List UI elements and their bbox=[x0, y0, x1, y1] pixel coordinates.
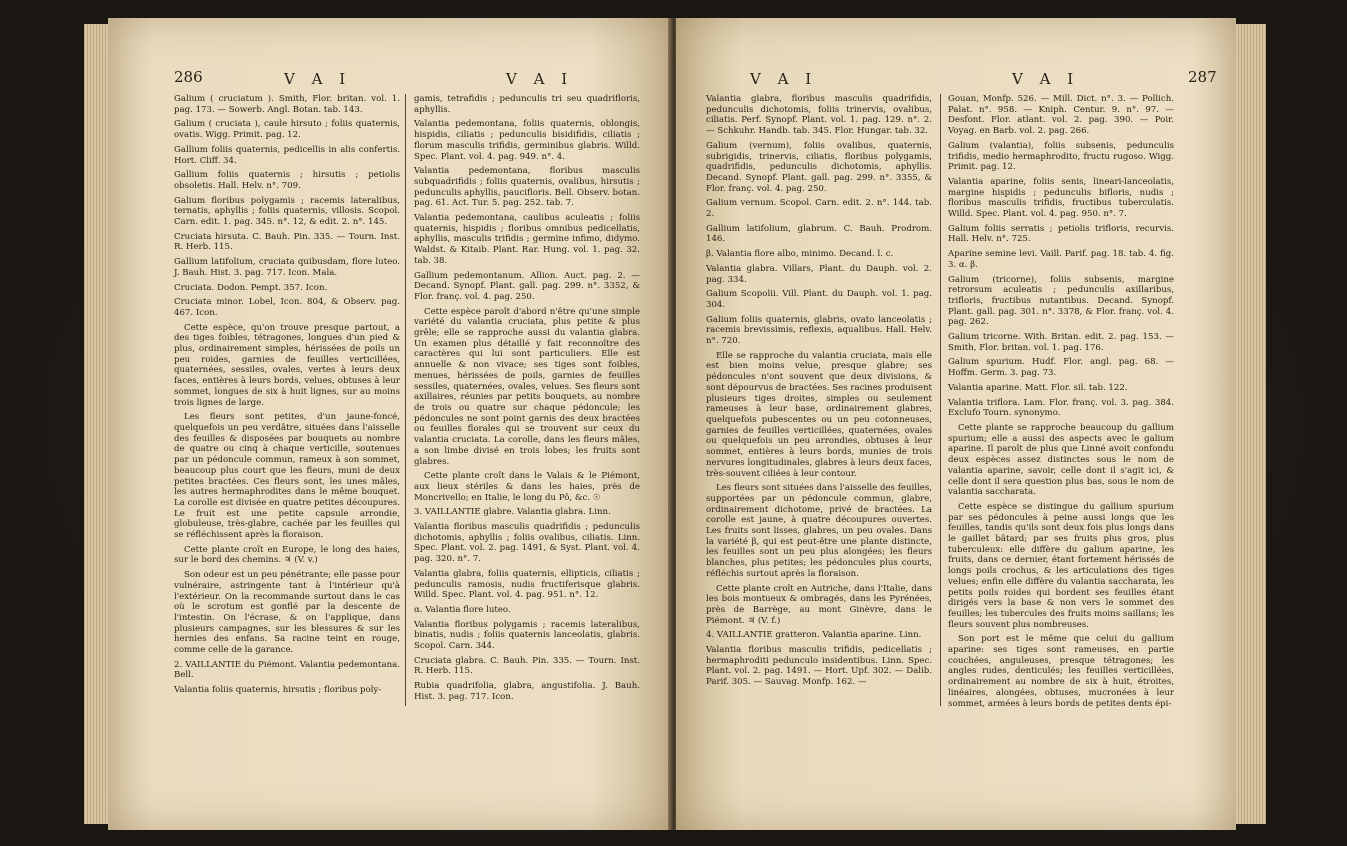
paragraph: Cette plante croît en Autriche, dans l'Italie, dans les bois montueux & ombragés, dans les Pyrénées, près de Barrège, au mont Ginèvre, dans le Piémont. ♃ (V. f.) bbox=[706, 583, 932, 626]
text-column-2 bbox=[414, 94, 640, 707]
paragraph: Aparine semine levi. Vaill. Parif. pag. 18. tab. 4. fig. 3. α. β. bbox=[948, 249, 1174, 270]
paragraph: Cette espèce, qu'on trouve presque partout, a des tiges foibles, tétragones, longues d'un pied & plus, ordinairement simples, hérissées de poils un peu roides, garnies de feuilles verticillées, quaternées, sessiles, ovales, vertes à leurs deux faces, entières à leurs bords, velues, obtuses à leur sommet, longues de six à huit lignes, sur au moins trois lignes de large. bbox=[174, 322, 400, 408]
paragraph: Valantia foliis quaternis, hirsutis ; floribus poly- bbox=[174, 685, 382, 696]
page-number: 286 bbox=[174, 68, 203, 86]
paragraph: Galium spurium. Hudf. Flor. angl. pag. 68. — Hoffm. Germ. 3. pag. 73. bbox=[948, 357, 1174, 379]
species-heading: 4. VAILLANTIE gratteron. Valantia aparine. Linn. bbox=[706, 630, 922, 641]
paragraph: Son odeur est un peu pénétrante; elle passe pour vulnéraire, astringente tant à l'intérieur qu'à l'extérieur. On la recommande surtout dans le cas où le scrotum est gonflé par la descente de l'intestin. On l'écrase, & on l'applique, dans plusieurs campagnes, sur les blessures & sur les hernies des enfans. Sa racine teint en rouge, comme celle de la garance. bbox=[174, 570, 400, 656]
paragraph: Valantia pedemontana, foliis quaternis, oblongis, hispidis, ciliatis ; pedunculis bisidifidis, ciliatis ; florum masculis trifidis, germinibus glabris. Willd. Spec. Plant. vol. 4. pag. 949. n°. 4. bbox=[414, 119, 640, 162]
paragraph: Galium ( cruciatum ). Smith, Flor. britan. vol. 1. pag. 173. — Sowerb. Angl. Botan. tab. 143. bbox=[174, 94, 400, 115]
paragraph: Valantia pedemontana, floribus masculis subquadrifidis ; foliis quaternis, ovalibus, hirsutis ; pedunculis aphyllis, paucifloris. Bell. Observ. botan. pag. 61. Act. Tur. 5. pag. 252. tab. 7. bbox=[414, 166, 640, 209]
paragraph: Valantia glabra. Villars, Plant. du Dauph. vol. 2. pag. 334. bbox=[706, 263, 932, 285]
paragraph: gamis, tetrafidis ; pedunculis tri seu quadrifloris, aphyllis. bbox=[414, 94, 640, 115]
paragraph: Valantia floribus polygamis ; racemis lateralibus, binatis, nudis ; foliis quaternis lanceolatis, glabris. Scopol. Carn. 344. bbox=[414, 619, 640, 652]
paragraph: Valantia glabra, foliis quaternis, ellipticis, ciliatis ; pedunculis ramosis, nudis fructiferisque glabris. Willd. Spec. Plant. vol. 4. pag. 951. n°. 12. bbox=[414, 568, 640, 601]
paragraph: α. Valantia flore luteo. bbox=[414, 604, 511, 615]
paragraph: Galium vernum. Scopol. Carn. edit. 2. n°. 144. tab. 2. bbox=[706, 198, 932, 220]
text-column-2 bbox=[948, 94, 1174, 713]
paragraph: Galium foliis quaternis, glabris, ovato lanceolatis ; racemis brevissimis, reflexis, aqualibus. Hall. Helv. n°. 720. bbox=[706, 314, 932, 347]
running-header: V A I bbox=[1012, 70, 1080, 88]
paragraph: Galium tricorne. With. Britan. edit. 2. pag. 153. — Smith, Flor. britan. vol. 1. pag. 176. bbox=[948, 332, 1174, 353]
page-edges-left bbox=[84, 24, 108, 824]
page-edges-right bbox=[1236, 24, 1266, 824]
paragraph: Gallium foliis quaternis ; hirsutis ; petiolis obsoletis. Hall. Helv. n°. 709. bbox=[174, 170, 400, 191]
paragraph: Galium floribus polygamis ; racemis lateralibus, ternatis, aphyllis ; foliis quaternis, villosis. Scopol. Carn. edit. 1. pag. 345. n°. 12, & edit. 2. n°. 145. bbox=[174, 195, 400, 228]
paragraph: Galium foliis serratis ; petiolis trifloris, recurvis. Hall. Helv. n°. 725. bbox=[948, 223, 1174, 245]
paragraph: Galium ( cruciata ), caule hirsuto ; foliis quaternis, ovatis. Wigg. Primit. pag. 12. bbox=[174, 119, 400, 141]
paragraph: Gallium foliis quaternis, pedicellis in alis confertis. Hort. Cliff. 34. bbox=[174, 144, 400, 166]
species-heading: 2. VAILLANTIE du Piémont. Valantia pedemontana. Bell. bbox=[174, 659, 400, 681]
paragraph: Les fleurs sont petites, d'un jaune-foncé, quelquefois un peu verdâtre, situées dans l'aisselle des feuilles & disposées par bouquets au nombre de quatre ou cinq à chaque verticille, soutenues par un pédoncule commun, rameux à son sommet, beaucoup plus court que les fleurs, muni de deux petites bractées. Ces fleurs sont, les unes mâles, les autres hermaphrodites dans le même bouquet. La corolle est divisée en quatre petites découpures. Le fruit est une petite capsule arrondie, globuleuse, très-glabre, cachée par les feuilles qui se réfléchissent après la floraison. bbox=[174, 412, 400, 541]
page-number: 287 bbox=[1188, 68, 1217, 86]
paragraph: Les fleurs sont situées dans l'aisselle des feuilles, supportées par un pédoncule commun, glabre, ordinairement dichotome, privé de bractées. La corolle est jaune, à quatre découpures ouvertes. Les fruits sont lisses, glabres, un peu ovales. Dans la variété β, qui est peut-être une plante distincte, les feuilles sont un peu plus alongées; les fleurs blanches, plus petites; les pédoncules plus courts, réfléchis surtout après la floraison. bbox=[706, 483, 932, 579]
paragraph: Son port est le même que celui du gallium aparine: ses tiges sont rameuses, en partie couchées, anguleuses, presque tétragones; les angles rudes, denticulés; les feuilles verticillées, ordinairement au nombre de six à huit, étroites, linéaires, alongées, obtuses, mucronées à leur sommet, armées à leurs bords de petites dents épi- bbox=[948, 634, 1174, 709]
paragraph: Cruciata glabra. C. Bauh. Pin. 335. — Tourn. Inst. R. Herb. 115. bbox=[414, 655, 640, 677]
paragraph: β. Valantia flore albo, minimo. Decand. l. c. bbox=[706, 249, 894, 260]
paragraph: Valantia aparine. Matt. Flor. sil. tab. 122. bbox=[948, 382, 1128, 393]
paragraph: Cette espèce se distingue du gallium spurium par ses pédoncules à peine aussi longs que les feuilles, tandis qu'ils sont deux fois plus longs dans le gaillet bâtard; par ses fruits plus gros, plus tuberculeux: elle diffère du galium aparine, les fruits, dans ce dernier, étant fortement hérissés de longs poils crochus, & les articulations des tiges velues; enfin elle diffère du valantia saccharata, les petits poils roides qui bordent ses feuilles étant dirigés vers la base & non vers le sommet des feuilles; les tubercules des fruits moins saillans; les fleurs souvent plus nombreuses. bbox=[948, 501, 1174, 630]
paragraph: Cruciata minor. Lobel, Icon. 804, & Observ. pag. 467. Icon. bbox=[174, 297, 400, 318]
species-heading: 3. VAILLANTIE glabre. Valantia glabra. Linn. bbox=[414, 507, 611, 518]
left-page bbox=[108, 18, 672, 830]
right-page bbox=[676, 18, 1236, 830]
paragraph: Galium (tricorne), foliis subsenis, margine retrorsum aculeatis ; pedunculis axillaribus, trifloris, fructibus nutantibus. Decand. Synopf. Plant. gall. pag. 301. n°. 3378, & Flor. franç. vol. 4. pag. 262. bbox=[948, 274, 1174, 328]
paragraph: Cette espèce paroît d'abord n'être qu'une simple variété du valantia cruciata, plus petite & plus grêle; elle se rapproche aussi du valantia glabra. Un examen plus détaillé y fait reconnoître des caractères qui lui sont particuliers. Elle est annuelle & non vivace; ses tiges sont foibles, menues, hérissées de poils, garnies de feuilles sessiles, quaternées, ovales, velues. Ses fleurs sont axillaires, réunies par petits bouquets, au nombre de trois ou quatre sur chaque pédoncule; les pédoncules ne sont point garnis des deux bractées ou feuilles florales qui se trouvent sur ceux du valantia cruciata. La corolle, dans les fleurs mâles, a son limbe divisé en trois lobes; les fruits sont glabres. bbox=[414, 306, 640, 467]
text-column-1 bbox=[706, 94, 932, 692]
paragraph: Elle se rapproche du valantia cruciata, mais elle est bien moins velue, presque glabre; ses pédoncules n'ont souvent que deux divisions, & sont dépourvus de bractées. Ses racines produisent plusieurs tiges droites, simples ou seulement rameuses à leur base, ordinairement glabres, quelquefois pubescentes ou un peu cotonneuses, garnies de feuilles verticillées, quaternées, ovales ou quelquefois un peu arrondies, obtuses à leur sommet, entières à leurs bords, munies de trois nervures longitudinales, glabres à leurs deux faces, très-souvent ciliées à leur contour. bbox=[706, 350, 932, 479]
running-header: V A I bbox=[750, 70, 818, 88]
paragraph: Valantia floribus masculis quadrifidis ; pedunculis dichotomis, aphyllis ; foliis ovalibus, ciliatis. Linn. Spec. Plant. vol. 2. pag. 1491, & Syst. Plant. vol. 4. pag. 320. n°. 7. bbox=[414, 522, 640, 565]
paragraph: Valantia pedemontana, caulibus aculeatis ; foliis quaternis, hispidis ; floribus omnibus pedicellatis, aphyllis, masculis trifidis ; germine infimo, didymo. Waldst. & Kitaib. Plant. Rar. Hung. vol. 1. pag. 32. tab. 38. bbox=[414, 213, 640, 266]
paragraph: Galium Scopolii. Vill. Plant. du Dauph. vol. 1. pag. 304. bbox=[706, 289, 932, 310]
paragraph: Cette plante croît en Europe, le long des haies, sur le bord des chemins. ♃ (V. v.) bbox=[174, 544, 400, 566]
paragraph: Gallium latifolium, glabrum. C. Bauh. Prodrom. 146. bbox=[706, 223, 932, 245]
paragraph: Valantia glabra, floribus masculis quadrifidis, pedunculis dichotomis, foliis trinervis, ovalibus, ciliatis. Perf. Synopf. Plant. vol. 1. pag. 129. n°. 2. — Schkuhr. Handb. tab. 345. Flor. Hungar. tab. 32. bbox=[706, 94, 932, 137]
paragraph: Cette plante se rapproche beaucoup du gallium spurium; elle a aussi des aspects avec le galium aparine. Il paroît de plus que Linné avoit confondu deux espèces assez distinctes sous le nom de valantia aparine, savoir, celle dont il s'agit ici, & celle dont il sera question plus bas, sous le nom de valantia saccharata. bbox=[948, 422, 1174, 498]
paragraph: Valantia floribus masculis trifidis, pedicellatis ; hermaphroditi pedunculo insidentibus. Linn. Spec. Plant. vol. 2. pag. 1491. — Hort. Upf. 302. — Dalib. Parif. 305. — Sauvag. Monfp. 162. — bbox=[706, 645, 932, 688]
paragraph: Cruciata hirsuta. C. Bauh. Pin. 335. — Tourn. Inst. R. Herb. 115. bbox=[174, 231, 400, 253]
paragraph: Galium (vernum), foliis ovalibus, quaternis, subrigidis, trinervis, ciliatis, floribus polygamis, quadrifidis, pedunculis dichotomis, aphyllis. Decand. Synopf. Plant. gall. pag. 299. n°. 3355, & Flor. franç. vol. 4. pag. 250. bbox=[706, 140, 932, 194]
paragraph: Gallium pedemontanum. Allion. Auct. pag. 2. — Decand. Synopf. Plant. gall. pag. 299. n°. 3352, & Flor. franç. vol. 4. pag. 250. bbox=[414, 270, 640, 302]
column-divider bbox=[405, 94, 406, 706]
paragraph: Valantia triflora. Lam. Flor. franç. vol. 3. pag. 384. Exclufo Tourn. synonymo. bbox=[948, 397, 1174, 419]
paragraph: Cruciata. Dodon. Pempt. 357. Icon. bbox=[174, 282, 328, 293]
running-header: V A I bbox=[506, 70, 574, 88]
column-divider bbox=[940, 94, 941, 706]
paragraph: Cette plante croît dans le Valais & le Piémont, aux lieux stériles & dans les haies, près de Moncrivello; en Italie, le long du Pô, &c. ☉ bbox=[414, 471, 640, 503]
paragraph: Galium (valantia), foliis subsenis, pedunculis trifidis, medio hermaphrodito, fructu rugoso. Wigg. Primit. pag. 12. bbox=[948, 140, 1174, 173]
paragraph: Gouan, Monfp. 526. — Mill. Dict. n°. 3. — Pollich. Palat. n°. 958. — Kniph. Centur. 9. n°. 97. — Desfont. Flor. atlant. vol. 2. pag. 390. — Poir. Voyag. en Barb. vol. 2. pag. 266. bbox=[948, 94, 1174, 137]
text-column-1 bbox=[174, 94, 400, 700]
paragraph: Rubia quadrifolia, glabra, angustifolia. J. Bauh. Hist. 3. pag. 717. Icon. bbox=[414, 681, 640, 702]
paragraph: Gallium latifolium, cruciata quibusdam, flore luteo. J. Bauh. Hist. 3. pag. 717. Icon. Mala. bbox=[174, 257, 400, 278]
paragraph: Valantia aparine, foliis senis, lineari-lanceolatis, margine hispidis ; pedunculis bifloris, nudis ; floribus masculis trifidis, fructibus tuberculatis. Willd. Spec. Plant. vol. 4. pag. 950. n°. 7. bbox=[948, 176, 1174, 220]
running-header: V A I bbox=[284, 70, 352, 88]
